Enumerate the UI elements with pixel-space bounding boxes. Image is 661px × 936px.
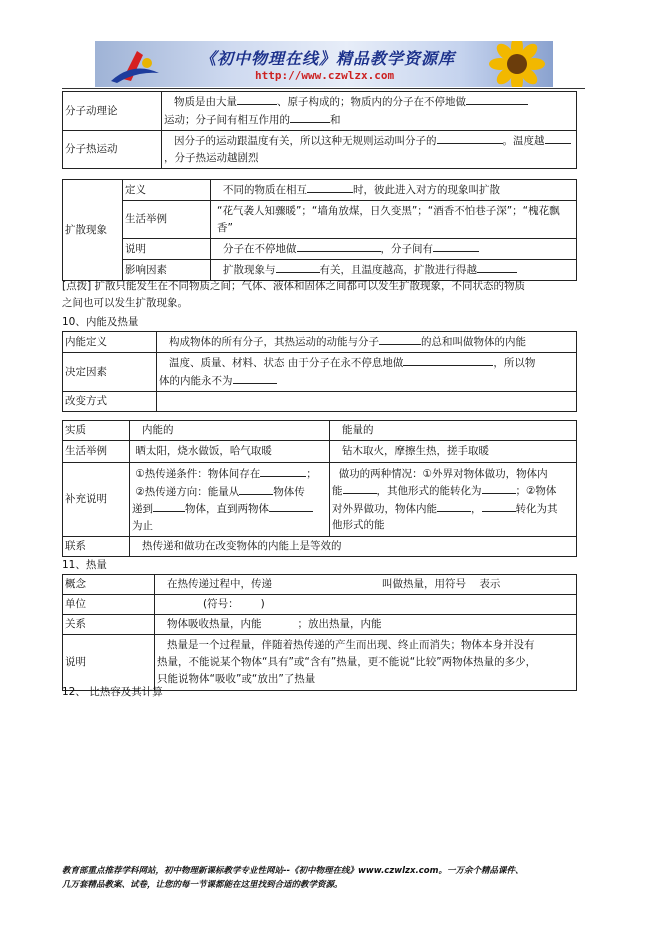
row-label: 分子动理论: [63, 92, 162, 131]
row-label: 补充说明: [63, 463, 130, 537]
row-label: 概念: [63, 575, 155, 595]
table-cell: (符号： ): [155, 595, 577, 615]
row-label: 定义: [123, 180, 211, 201]
table-cell: 构成物体的所有分子，其热运动的动能与分子 的总和叫做物体的内能: [157, 332, 577, 353]
row-label: 生活举例: [63, 441, 130, 463]
answer-blank[interactable]: [153, 500, 185, 512]
footer-line: 几万套精品教案、试卷，让您的每一节课都能在这里找到合适的教学资源。: [62, 880, 343, 890]
table-cell: 物体吸收热量，内能 ；放出热量，内能: [155, 615, 577, 635]
page-footer: [62, 864, 602, 892]
table-cell: 内能的: [130, 421, 330, 441]
answer-blank[interactable]: [343, 482, 377, 494]
row-label: 决定因素: [63, 353, 157, 392]
row-label: 说明: [123, 239, 211, 260]
table-cell: 因分子的运动跟温度有关，所以这种无规则运动叫分子的 。温度越，分子热运动越剧烈: [162, 131, 577, 169]
row-label: 改变方式: [63, 392, 157, 412]
header-rule: [62, 88, 585, 89]
site-logo-icon: [101, 43, 165, 85]
answer-blank[interactable]: [545, 132, 571, 144]
answer-blank[interactable]: [260, 465, 306, 477]
row-label: 关系: [63, 615, 155, 635]
row-label: 影响因素: [123, 260, 211, 281]
answer-blank[interactable]: [237, 93, 277, 105]
table-cell: 扩散现象与 有关，且温度越高，扩散进行得越: [211, 260, 577, 281]
section-heading: 10、内能及热量: [62, 316, 139, 328]
table-cell: 热传递和做功在改变物体的内能上是等效的: [130, 537, 577, 557]
answer-blank[interactable]: [290, 111, 330, 123]
answer-blank[interactable]: [239, 483, 273, 495]
molecular-theory-table: [62, 91, 577, 169]
header-banner: [95, 41, 553, 87]
table-cell: 晒太阳，烧水做饭，哈气取暖: [130, 441, 330, 463]
answer-blank[interactable]: [276, 261, 320, 273]
tip-note-line: [点拨] 扩散只能发生在不同物质之间；气体、液体和固体之间都可以发生扩散现象，不同状态的物质: [62, 280, 526, 292]
answer-blank[interactable]: [307, 181, 353, 193]
answer-blank[interactable]: [466, 93, 528, 105]
answer-blank[interactable]: [233, 372, 277, 384]
table-cell: 做功的两种情况：①外界对物体做功，物体内 能 ，其他形式的能转化为 ；②物体 对外界做功，物体内能 ， 转化为其 他形式的能: [330, 463, 577, 537]
row-label: 内能定义: [63, 332, 157, 353]
table-cell: 钻木取火，摩擦生热，搓手取暖: [330, 441, 577, 463]
section-heading: 12、 比热容及其计算: [62, 686, 163, 698]
answer-blank[interactable]: [297, 240, 381, 252]
internal-energy-table: [62, 331, 577, 412]
banner-url[interactable]: http://www.czwlzx.com: [255, 69, 395, 82]
table-cell: 不同的物质在相互 时，彼此进入对方的现象叫扩散: [211, 180, 577, 201]
footer-line: 教育部重点推荐学科网站，初中物理新课标教学专业性网站--《初中物理在线》www.czwlzx.com。一万余个精品课件、: [62, 866, 524, 876]
answer-blank[interactable]: [269, 500, 313, 512]
answer-blank[interactable]: [477, 261, 517, 273]
answer-blank[interactable]: [437, 500, 471, 512]
table-cell: [157, 392, 577, 412]
table-cell: “花气袭人知骤暖”；“墙角放煤，日久变黑”；“酒香不怕巷子深”；“槐花飘香”: [211, 201, 577, 239]
answer-blank[interactable]: [437, 132, 503, 144]
answer-blank[interactable]: [403, 354, 493, 366]
diffusion-table: [62, 179, 577, 281]
banner-title: 《初中物理在线》精品教学资源库: [200, 49, 456, 68]
row-label: 联系: [63, 537, 130, 557]
sunflower-icon: [479, 41, 549, 87]
row-label: 生活举例: [123, 201, 211, 239]
answer-blank[interactable]: [482, 500, 516, 512]
table-cell: 温度、质量、材料、状态 由于分子在永不停息地做 ，所以物 体的内能永不为: [157, 353, 577, 392]
row-label: 说明: [63, 635, 155, 691]
answer-blank[interactable]: [482, 482, 516, 494]
row-label: 单位: [63, 595, 155, 615]
table-cell: 热量是一个过程量，伴随着热传递的产生而出现、终止而消失；物体本身并没有 热量，不能说某个物体“具有”或“含有”热量，更不能说“比较”两物体热量的多少， 只能说物体“吸收”或“放出”了热量: [155, 635, 577, 691]
row-label: 分子热运动: [63, 131, 162, 169]
tip-note-line: 之间也可以发生扩散现象。: [62, 297, 188, 309]
answer-blank[interactable]: [379, 333, 421, 345]
table-cell: 在热传递过程中，传递 叫做热量，用符号 表示: [155, 575, 577, 595]
heat-quantity-table: [62, 574, 577, 691]
heat-transfer-work-table: [62, 420, 577, 557]
answer-blank[interactable]: [433, 240, 479, 252]
section-heading: 11、热量: [62, 559, 107, 571]
group-label: 扩散现象: [63, 180, 123, 281]
table-cell: 分子在不停地做 ，分子间有: [211, 239, 577, 260]
table-cell: 物质是由大量 、原子构成的；物质内的分子在不停地做 运动；分子间有相互作用的 和: [162, 92, 577, 131]
row-label: 实质: [63, 421, 130, 441]
table-cell: ①热传递条件：物体间存在 ； ②热传递方向：能量从 物体传 递到 物体，直到两物体 为止: [130, 463, 330, 537]
table-cell: 能量的: [330, 421, 577, 441]
